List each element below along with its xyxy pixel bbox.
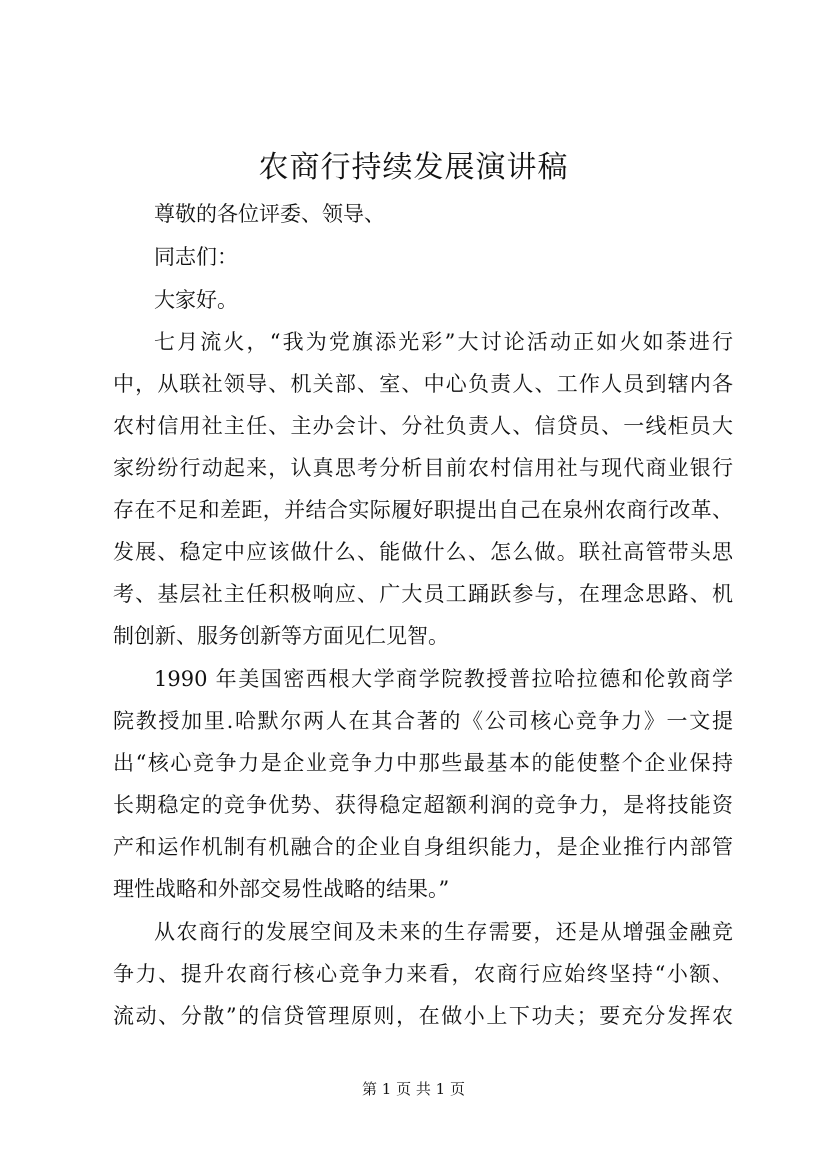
paragraph-line: 发展、稳定中应该做什么、能做什么、怎么做。联社高管带头思 [113, 540, 733, 564]
paragraph-line: 家纷纷行动起来，认真思考分析目前农村信用社与现代商业银行 [113, 456, 733, 480]
document-title: 农商行持续发展演讲稿 [258, 150, 569, 185]
salutation-line: 同志们： [154, 245, 238, 269]
paragraph-line: 理性战略和外部交易性战略的结果。” [113, 877, 450, 901]
paragraph-line: 院教授加里.哈默尔两人在其合著的《公司核心竞争力》一文提 [113, 709, 733, 733]
paragraph-line: 存在不足和差距，并结合实际履好职提出自己在泉州农商行改革、 [113, 498, 733, 522]
paragraph-line: 七月流火，“我为党旗添光彩”大讨论活动正如火如荼进行 [154, 330, 733, 354]
salutation-line: 尊敬的各位评委、领导、 [154, 202, 385, 226]
paragraph-line: 从农商行的发展空间及未来的生存需要，还是从增强金融竞 [154, 920, 733, 944]
paragraph-line: 出“核心竞争力是企业竞争力中那些最基本的能使整个企业保持 [113, 751, 733, 775]
paragraph-line: 产和运作机制有机融合的企业自身组织能力，是企业推行内部管 [113, 835, 733, 859]
paragraph-line: 1990 年美国密西根大学商学院教授普拉哈拉德和伦敦商学 [154, 667, 733, 691]
page-footer: 第 1 页 共 1 页 [362, 1080, 465, 1098]
paragraph-line: 长期稳定的竞争优势、获得稳定超额利润的竞争力，是将技能资 [113, 793, 733, 817]
paragraph-line: 流动、分散”的信贷管理原则，在做小上下功夫；要充分发挥农 [113, 1004, 733, 1028]
paragraph-line: 中，从联社领导、机关部、室、中心负责人、工作人员到辖内各 [113, 372, 733, 396]
paragraph-line: 考、基层社主任积极响应、广大员工踊跃参与，在理念思路、机 [113, 582, 733, 606]
paragraph-line: 农村信用社主任、主办会计、分社负责人、信贷员、一线柜员大 [113, 414, 733, 438]
paragraph-line: 争力、提升农商行核心竞争力来看，农商行应始终坚持“小额、 [113, 962, 733, 986]
salutation-line: 大家好。 [154, 288, 238, 312]
paragraph-line: 制创新、服务创新等方面见仁见智。 [113, 624, 449, 648]
